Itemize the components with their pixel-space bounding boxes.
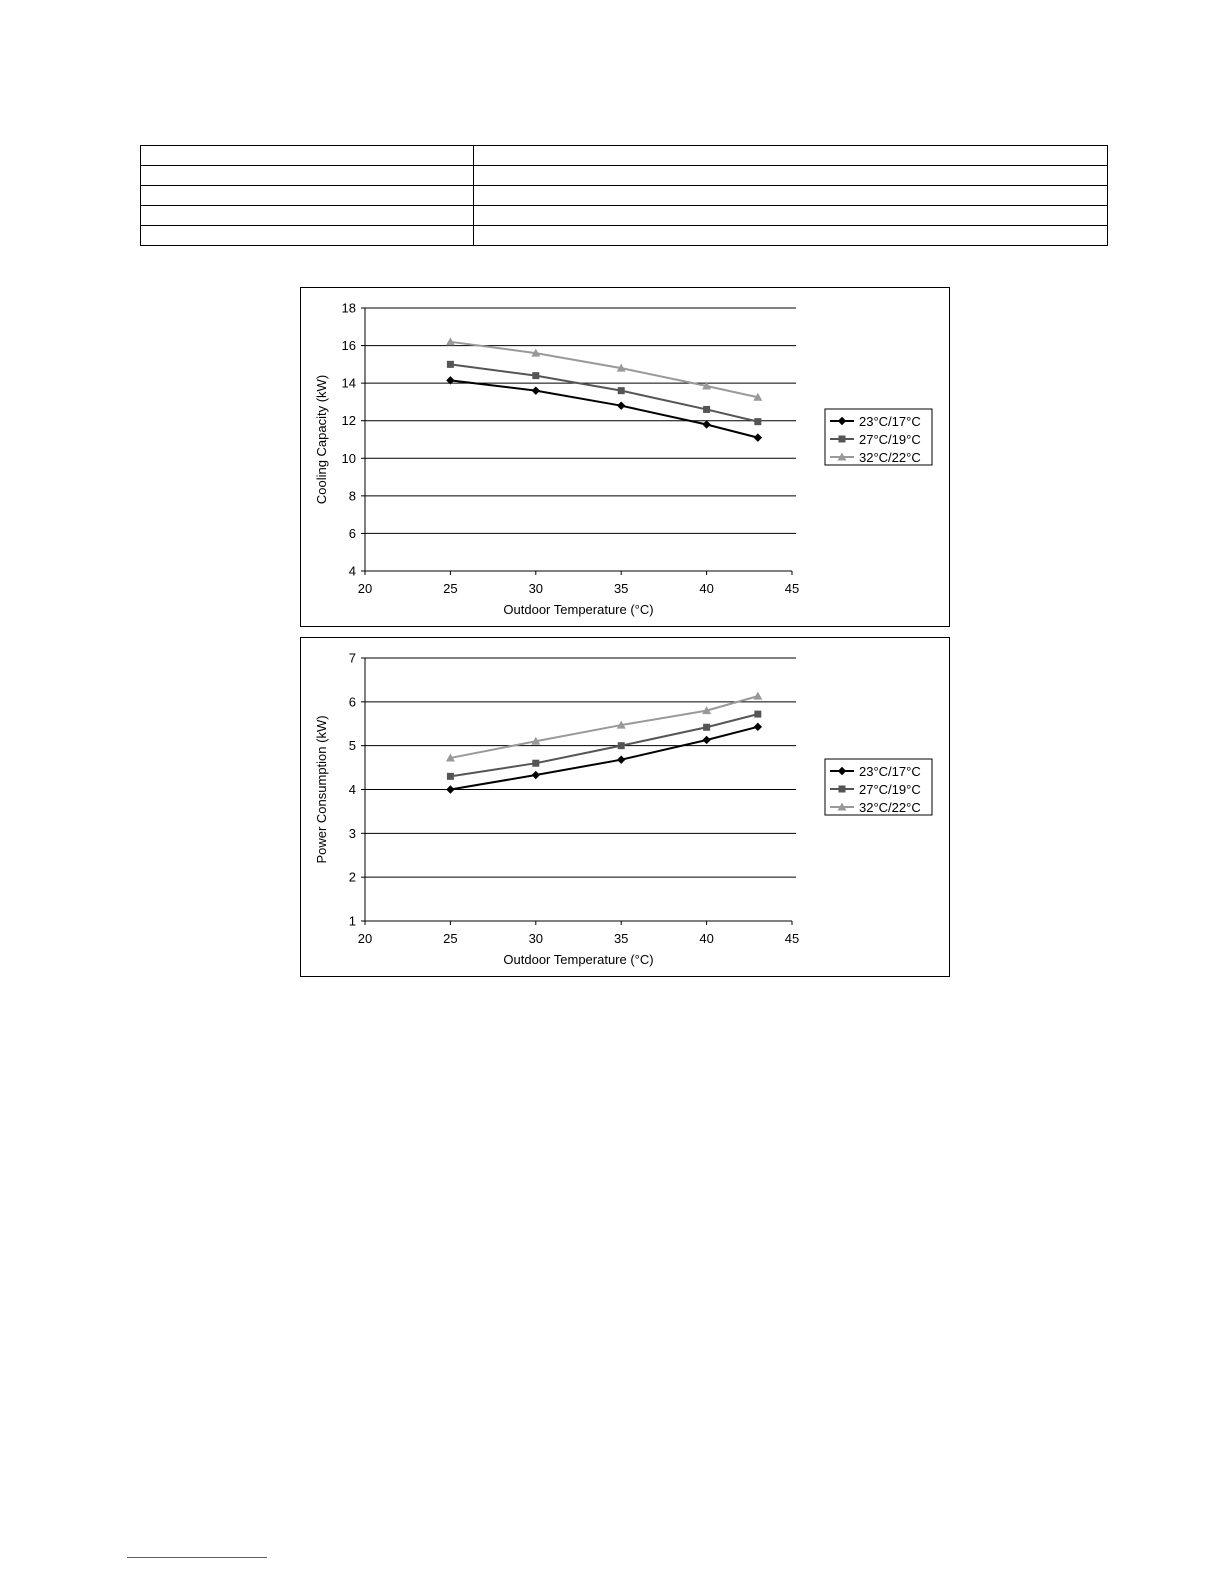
y-tick-label: 6: [348, 525, 356, 541]
y-tick-label: 1: [348, 913, 356, 929]
data-point: [702, 736, 710, 744]
x-tick-label: 35: [613, 581, 629, 596]
table-cell: [141, 146, 474, 166]
y-tick-label: 16: [341, 338, 356, 354]
y-tick-label: 6: [348, 694, 356, 710]
table-cell: [474, 206, 1108, 226]
x-tick-label: 30: [528, 931, 544, 946]
data-point: [754, 723, 762, 731]
x-tick-label: 45: [784, 581, 800, 596]
table-cell: [141, 206, 474, 226]
data-point: [703, 406, 710, 413]
y-tick-label: 2: [348, 869, 356, 885]
legend-label: 23°C/17°C: [859, 764, 921, 779]
data-point: [532, 760, 539, 767]
legend-label: 27°C/19°C: [859, 432, 921, 447]
x-tick-label: 20: [357, 581, 373, 596]
table-cell: [474, 146, 1108, 166]
data-point: [617, 401, 625, 409]
table-cell: [141, 166, 474, 186]
cooling-capacity-chart: [300, 287, 950, 627]
data-point: [446, 785, 454, 793]
data-point: [447, 361, 454, 368]
legend-label: 32°C/22°C: [859, 450, 921, 465]
cooling-capacity-chart-svg: [301, 288, 951, 628]
x-tick-label: 40: [699, 581, 714, 596]
legend-marker: [839, 436, 846, 443]
y-tick-label: 14: [341, 375, 356, 391]
data-point: [618, 742, 625, 749]
legend-label: 27°C/19°C: [859, 782, 921, 797]
y-tick-label: 7: [348, 650, 356, 666]
legend-marker: [839, 786, 846, 793]
y-tick-label: 18: [341, 300, 356, 316]
table-row: [141, 186, 1108, 206]
y-tick-label: 5: [348, 738, 356, 754]
y-tick-label: 3: [348, 825, 356, 841]
table-row: [141, 166, 1108, 186]
spec-table: [140, 145, 1108, 246]
legend-label: 32°C/22°C: [859, 800, 921, 815]
x-tick-label: 35: [613, 931, 629, 946]
series-line: [450, 364, 757, 421]
x-tick-label: 25: [443, 581, 458, 596]
table-row: [141, 226, 1108, 246]
y-tick-label: 4: [348, 563, 356, 579]
table-cell: [474, 166, 1108, 186]
x-axis-title: Outdoor Temperature (°C): [503, 952, 654, 967]
x-tick-label: 20: [357, 931, 373, 946]
y-axis-title: Power Consumption (kW): [314, 715, 329, 864]
x-tick-label: 45: [784, 931, 800, 946]
y-axis-title: Cooling Capacity (kW): [314, 374, 329, 505]
table-cell: [141, 186, 474, 206]
legend-label: 23°C/17°C: [859, 414, 921, 429]
series-line: [450, 727, 757, 790]
y-tick-label: 10: [341, 450, 356, 466]
x-tick-label: 30: [528, 581, 544, 596]
data-point: [617, 755, 625, 763]
table-row: [141, 206, 1108, 226]
y-tick-label: 8: [348, 488, 356, 504]
y-tick-label: 12: [341, 413, 356, 429]
data-point: [754, 711, 761, 718]
table-cell: [474, 226, 1108, 246]
data-point: [447, 773, 454, 780]
data-point: [754, 433, 762, 441]
data-point: [703, 724, 710, 731]
footer-rule: [127, 1557, 267, 1558]
data-point: [753, 692, 762, 700]
y-tick-label: 4: [348, 782, 356, 797]
table-cell: [141, 226, 474, 246]
data-point: [532, 372, 539, 379]
data-point: [618, 387, 625, 394]
data-point: [532, 386, 540, 394]
table-cell: [474, 186, 1108, 206]
power-consumption-chart: [300, 637, 950, 977]
data-point: [754, 418, 761, 425]
x-axis-title: Outdoor Temperature (°C): [503, 602, 654, 617]
series-line: [450, 380, 757, 437]
power-consumption-chart-svg: [301, 638, 951, 978]
data-point: [532, 771, 540, 779]
data-point: [702, 420, 710, 428]
x-tick-label: 40: [699, 931, 714, 946]
x-tick-label: 25: [443, 931, 458, 946]
table-row: [141, 146, 1108, 166]
